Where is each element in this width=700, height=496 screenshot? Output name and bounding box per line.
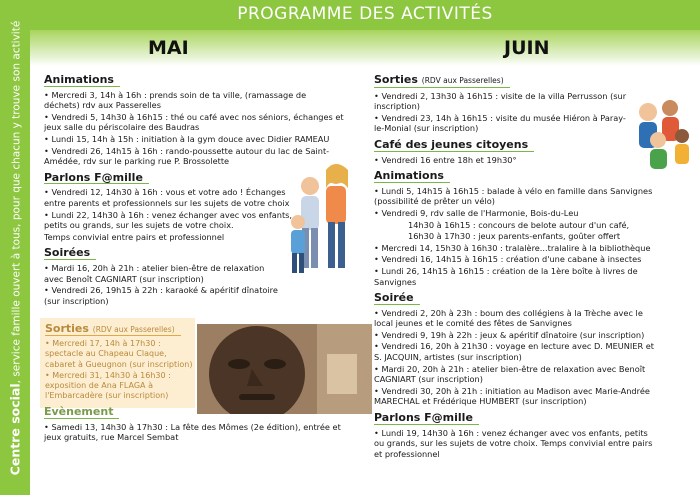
month-band <box>30 30 700 66</box>
list-item: • Vendredi 2, 13h30 à 16h15 : visite de la villa Perrusson (sur inscription) <box>374 90 627 112</box>
month-juin: JUIN <box>504 37 550 59</box>
sidebar-text: Centre social, service famille ouvert à tous, pour que chacun y trouve son activité <box>7 20 23 476</box>
sub-item: 16h30 à 17h30 : jeux parents-enfants, goûter offert <box>408 231 621 242</box>
juin-sorties-sub: (RDV aux Passerelles) <box>421 76 504 85</box>
list-item: • Lundi 19, 14h30 à 16h : venez échanger avec vos enfants, petits ou grands, sur les sujets de votre choix. Temps convivial entre pairs et professionnel <box>374 427 653 459</box>
list-item: • Vendredi 2, 20h à 23h : boum des collégiens à la Trèche avec le local jeunes et le comité des fêtes de Sanvignes <box>374 307 643 329</box>
mai-evenement-heading: Evènement <box>44 407 119 419</box>
juin-soiree-heading: Soirée <box>374 293 420 305</box>
month-mai: MAI <box>148 37 189 59</box>
parlons-note: Temps convivial entre pairs et professionnel <box>44 231 225 242</box>
list-item: • Vendredi 16 entre 18h et 19h30° <box>374 154 517 165</box>
list-item: • Vendredi 5, 14h30 à 16h15 : thé ou café avec nos séniors, échanges et jeux salle du périscolaire des Baudras <box>44 111 344 133</box>
list-item: • Vendredi 30, 20h à 21h : initiation au Madison avec Marie-Andrée MARECHAL et Frédérique HUMBERT (sur inscription) <box>374 385 650 407</box>
sub-item: 14h30 à 16h15 : concours de belote autour d'un café, <box>408 219 630 230</box>
mai-evenement <box>44 402 344 444</box>
list-item: • Vendredi 23, 14h à 16h15 : visite du musée Hiéron à Paray-le-Monial (sur inscription) <box>374 112 626 134</box>
people-illustration <box>630 92 692 172</box>
sidebar-band <box>0 0 30 495</box>
list-item: • Vendredi 16, 14h15 à 16h15 : création d'une cabane à insectes <box>374 254 642 265</box>
list-item: • Lundi 15, 14h à 15h : initiation à la gym douce avec Didier RAMEAU <box>44 133 330 144</box>
mai-parlons-heading: Parlons F@mille <box>44 173 149 185</box>
mask-sculpture <box>197 324 372 414</box>
mai-soirees-heading: Soirées <box>44 248 96 260</box>
list-item: • Lundi 5, 14h15 à 16h15 : balade à vélo en famille dans Sanvignes (possibilité de prêter un vélo) <box>374 185 653 207</box>
list-item: • Vendredi 26, 14h15 à 16h : rando-poussette autour du lac de Saint-Amédée, rdv sur le parking rue P. Brossolette <box>44 145 330 167</box>
juin-animations-heading: Animations <box>374 171 450 183</box>
juin-sorties-heading: Sorties <box>374 73 418 86</box>
juin-cafe-heading: Café des jeunes citoyens <box>374 140 534 152</box>
list-item: • Mercredi 17, 14h à 17h30 : spectacle au Chapeau Claque, cabaret à Gueugnon (sur inscription) <box>45 339 193 369</box>
page-title: PROGRAMME DES ACTIVITÉS <box>237 4 493 24</box>
list-item: • Mardi 16, 20h à 21h : atelier bien-être de relaxation avec Benoît CAGNIART (sur inscription) <box>44 262 265 284</box>
list-item: • Mardi 20, 20h à 21h : atelier bien-être de relaxation avec Benoît CAGNIART (sur inscription) <box>374 363 646 385</box>
mai-sorties-sub: (RDV aux Passerelles) <box>92 325 175 334</box>
mai-sorties-heading: Sorties <box>45 322 89 335</box>
list-item: • Mercredi 3, 14h à 16h : prends soin de ta ville, (ramassage de déchets) rdv aux Passerelles <box>44 89 307 111</box>
list-item: • Vendredi 9, rdv salle de l'Harmonie, Bois-du-Leu <box>374 207 579 218</box>
list-item: • Mercredi 31, 14h30 à 16h30 : exposition de Ana FLAGA à l'Embarcadère (sur inscription) <box>45 370 171 401</box>
list-item: • Vendredi 12, 14h30 à 16h : vous et votre ado ! Échanges entre parents et professionnels sur les sujets de votre choix <box>44 187 290 208</box>
list-item: • Mercredi 14, 15h30 à 16h30 : tralalère...tralalire à la bibliothèque <box>374 242 651 253</box>
mai-sorties-box <box>40 318 195 408</box>
juin-column <box>374 70 659 460</box>
list-item: • Lundi 26, 14h15 à 16h15 : création de la 1ère boîte à livres de Sanvignes <box>374 265 638 287</box>
sculpture-photo <box>197 324 372 414</box>
mai-animations-heading: Animations <box>44 75 120 87</box>
juin-parlons-heading: Parlons F@mille <box>374 413 479 425</box>
list-item: • Vendredi 9, 19h à 22h : jeux & apéritif dînatoire (sur inscription) <box>374 329 645 340</box>
list-item: • Vendredi 16, 20h à 21h30 : voyage en lecture avec D. MEUNIER et S. JACQUIN, artistes (sur inscription) <box>374 341 654 363</box>
list-item: • Lundi 22, 14h30 à 16h : venez échanger avec vos enfants, petits ou grands, sur les sujets de votre choix. <box>44 209 293 231</box>
list-item: • Vendredi 26, 19h15 à 22h : karaoké & apéritif dînatoire (sur inscription) <box>44 285 278 306</box>
family-illustration <box>288 160 368 278</box>
list-item: • Samedi 13, 14h30 à 17h30 : La fête des Mômes (2e édition), entrée et jeux gratuits, rue Marcel Sembat <box>44 421 341 443</box>
